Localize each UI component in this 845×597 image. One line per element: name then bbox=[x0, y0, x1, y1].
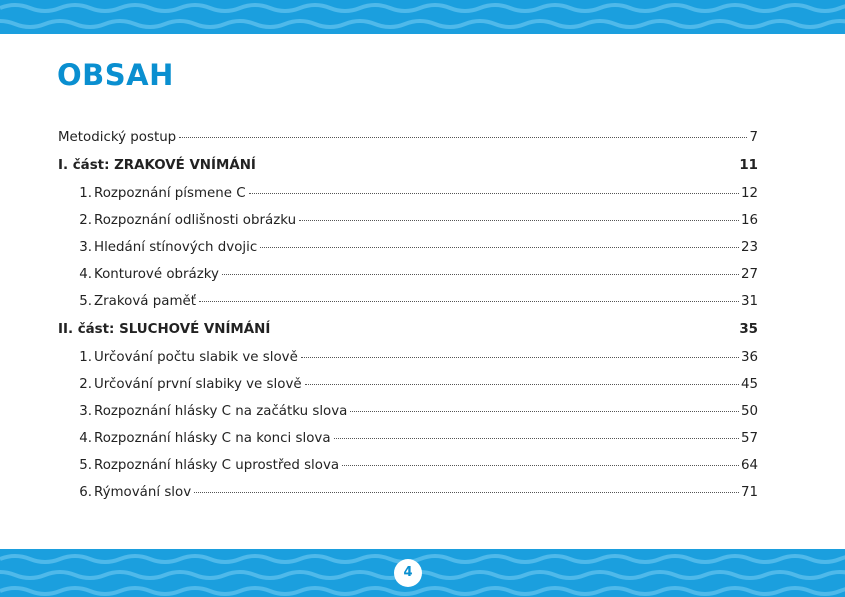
toc-entry-label: Rozpoznání hlásky C na začátku slova bbox=[94, 404, 348, 419]
toc-entry[interactable] bbox=[58, 479, 758, 506]
toc-entry-label: Rozpoznání odlišnosti obrázku bbox=[94, 213, 297, 228]
toc-entry-number: 1. bbox=[79, 186, 92, 201]
toc-entry-number: 1. bbox=[79, 350, 92, 365]
toc-section-page: 35 bbox=[739, 322, 758, 337]
toc-entry-number: 2. bbox=[79, 377, 92, 392]
toc-entry-page: 16 bbox=[740, 213, 758, 228]
toc-entry[interactable] bbox=[58, 371, 758, 398]
toc-entry[interactable] bbox=[58, 452, 758, 479]
toc-entry-intro[interactable] bbox=[58, 124, 758, 151]
dot-leader bbox=[260, 247, 739, 248]
dot-leader bbox=[222, 274, 739, 275]
toc-entry-label: Rozpoznání hlásky C uprostřed slova bbox=[94, 458, 340, 473]
toc-entry-label: Konturové obrázky bbox=[94, 267, 219, 282]
toc-entry-label: Rýmování slov bbox=[94, 485, 192, 500]
toc-entry-label: Zraková paměť bbox=[94, 294, 196, 309]
toc-entry-number: 5. bbox=[79, 294, 92, 309]
dot-leader bbox=[249, 193, 739, 194]
header-wave-band bbox=[0, 0, 845, 34]
toc-entry-page: 50 bbox=[740, 404, 758, 419]
toc-entry-page: 7 bbox=[749, 130, 758, 145]
toc-entry-page: 31 bbox=[740, 294, 758, 309]
toc-entry-page: 12 bbox=[740, 186, 758, 201]
toc-entry-label: Hledání stínových dvojic bbox=[94, 240, 258, 255]
toc-entry[interactable] bbox=[58, 207, 758, 234]
toc-section-title: II. část: SLUCHOVÉ VNÍMÁNÍ bbox=[58, 322, 271, 337]
toc-section-part2[interactable] bbox=[58, 315, 758, 344]
footer-wave-band bbox=[0, 549, 845, 597]
dot-leader bbox=[350, 411, 739, 412]
dot-leader bbox=[194, 492, 739, 493]
wave-pattern bbox=[0, 549, 845, 597]
toc-entry-label: Rozpoznání písmene C bbox=[94, 186, 246, 201]
toc-entry[interactable] bbox=[58, 398, 758, 425]
toc-entry-page: 57 bbox=[740, 431, 758, 446]
toc-entry[interactable] bbox=[58, 425, 758, 452]
dot-leader bbox=[299, 220, 739, 221]
toc-entry[interactable] bbox=[58, 261, 758, 288]
toc-entry-label: Určování první slabiky ve slově bbox=[94, 377, 302, 392]
toc-entry-number: 6. bbox=[79, 485, 92, 500]
dot-leader bbox=[342, 465, 739, 466]
page-number-badge: 4 bbox=[394, 559, 422, 587]
dot-leader bbox=[199, 301, 739, 302]
wave-pattern bbox=[0, 0, 845, 34]
toc-entry-number: 2. bbox=[79, 213, 92, 228]
toc-entry-number: 4. bbox=[79, 431, 92, 446]
toc-entry-page: 45 bbox=[740, 377, 758, 392]
toc-section-page: 11 bbox=[739, 158, 758, 173]
toc-entry-number: 3. bbox=[79, 404, 92, 419]
toc-entry-number: 4. bbox=[79, 267, 92, 282]
toc-entry-number: 3. bbox=[79, 240, 92, 255]
toc-entry-page: 27 bbox=[740, 267, 758, 282]
dot-leader bbox=[301, 357, 739, 358]
toc-entry-page: 23 bbox=[740, 240, 758, 255]
toc-entry-label: Metodický postup bbox=[58, 130, 177, 145]
toc-entry[interactable] bbox=[58, 288, 758, 315]
toc-entry-page: 71 bbox=[740, 485, 758, 500]
toc-entry[interactable] bbox=[58, 344, 758, 371]
table-of-contents bbox=[58, 124, 758, 506]
toc-entry-number: 5. bbox=[79, 458, 92, 473]
toc-entry-page: 64 bbox=[740, 458, 758, 473]
toc-entry[interactable] bbox=[58, 180, 758, 207]
dot-leader bbox=[179, 137, 747, 138]
dot-leader bbox=[334, 438, 739, 439]
toc-section-part1[interactable] bbox=[58, 151, 758, 180]
toc-entry-label: Rozpoznání hlásky C na konci slova bbox=[94, 431, 331, 446]
toc-entry-page: 36 bbox=[740, 350, 758, 365]
toc-section-title: I. část: ZRAKOVÉ VNÍMÁNÍ bbox=[58, 158, 256, 173]
page-title: OBSAH bbox=[57, 58, 174, 92]
toc-entry-label: Určování počtu slabik ve slově bbox=[94, 350, 298, 365]
toc-entry[interactable] bbox=[58, 234, 758, 261]
dot-leader bbox=[305, 384, 739, 385]
